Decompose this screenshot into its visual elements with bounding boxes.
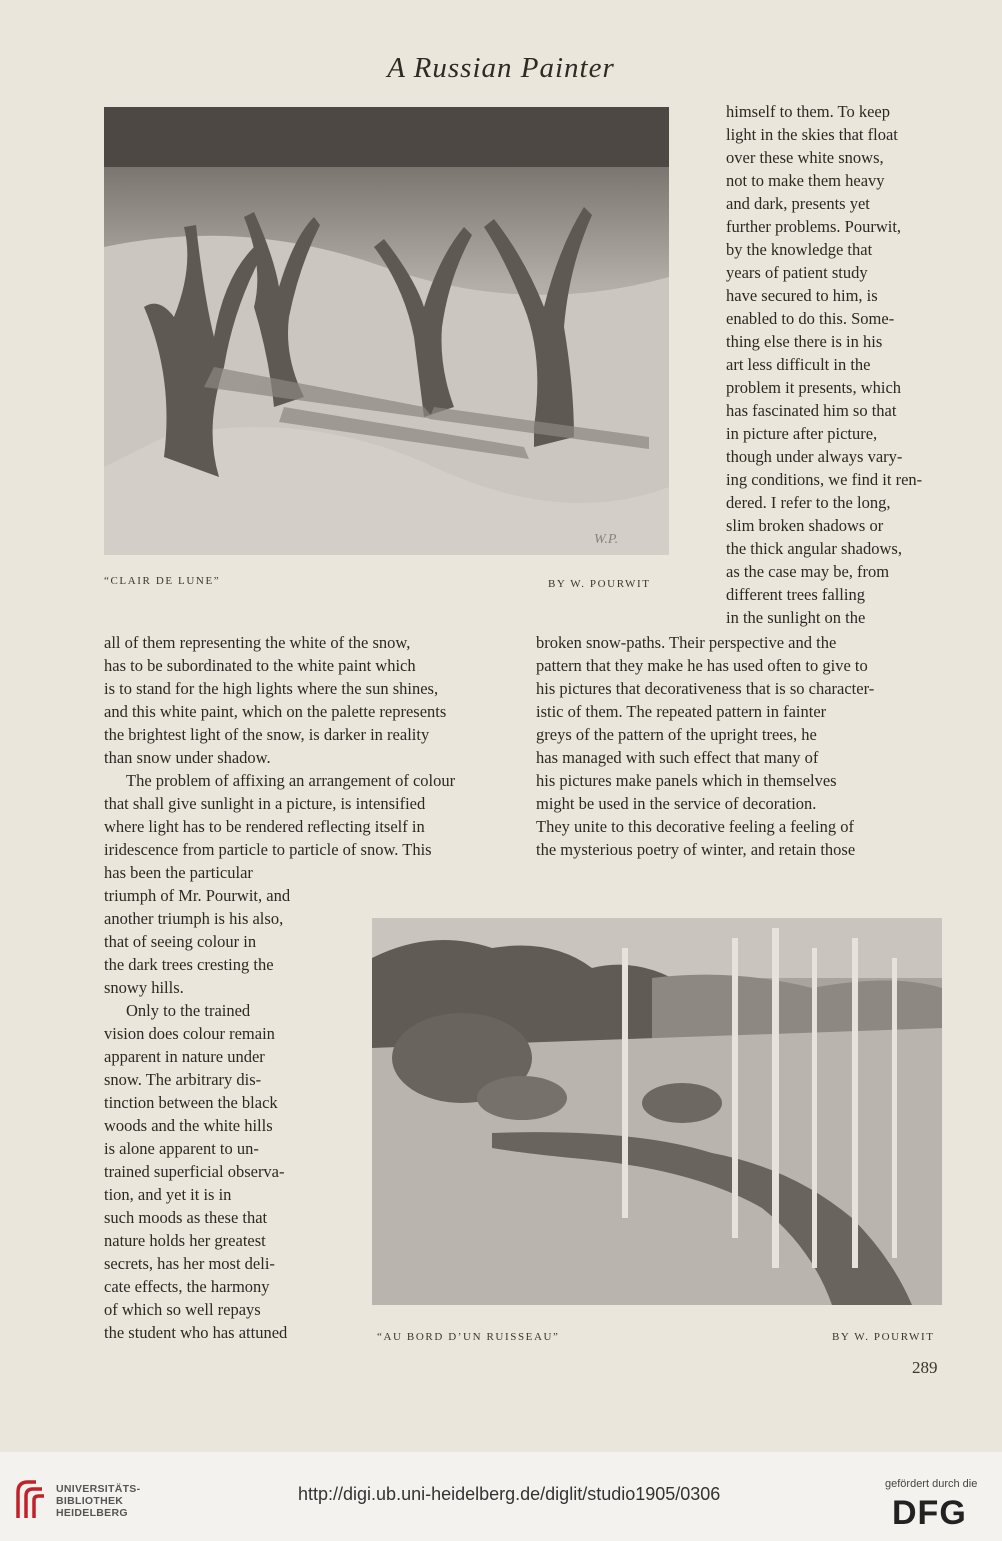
text-line: different trees falling xyxy=(726,585,865,604)
text-right-top xyxy=(726,100,942,629)
plate-clair-de-lune-caption-title: “CLAIR DE LUNE” xyxy=(104,575,221,587)
text-line: the brightest light of the snow, is darker in reality xyxy=(104,725,430,744)
text-line: though under always vary- xyxy=(726,447,903,466)
library-name xyxy=(56,1483,140,1519)
text-line: himself to them. To keep xyxy=(726,102,890,121)
text-line: his pictures make panels which in themselves xyxy=(536,771,837,790)
text-left-mid xyxy=(104,631,514,861)
text-line: ing conditions, we find it ren- xyxy=(726,470,923,489)
text-line: istic of them. The repeated pattern in fainter xyxy=(536,702,827,721)
text-line: problem it presents, which xyxy=(726,378,902,397)
text-line: all of them representing the white of the snow, xyxy=(104,633,411,652)
text-line: of which so well repays xyxy=(104,1300,261,1319)
text-line: and this white paint, which on the palette represents xyxy=(104,702,447,721)
text-line: greys of the pattern of the upright trees, he xyxy=(536,725,817,744)
text-line: such moods as these that xyxy=(104,1208,268,1227)
text-line: triumph of Mr. Pourwit, and xyxy=(104,886,291,905)
text-line: broken snow-paths. Their perspective and the xyxy=(536,633,837,652)
text-line: in picture after picture, xyxy=(726,424,878,443)
text-line: have secured to him, is xyxy=(726,286,878,305)
text-line: the mysterious poetry of winter, and retain those xyxy=(536,840,856,859)
text-line: over these white snows, xyxy=(726,148,884,167)
text-line: has been the particular xyxy=(104,863,253,882)
text-line: cate effects, the harmony xyxy=(104,1277,270,1296)
text-line: has managed with such effect that many of xyxy=(536,748,819,767)
digitization-url[interactable]: http://digi.ub.uni-heidelberg.de/diglit/studio1905/0306 xyxy=(298,1484,721,1504)
text-line: thing else there is in his xyxy=(726,332,883,351)
text-line: the dark trees cresting the xyxy=(104,955,274,974)
library-logo xyxy=(12,1478,48,1525)
text-line: The problem of affixing an arrangement of colour xyxy=(126,771,456,790)
text-line: tion, and yet it is in xyxy=(104,1185,232,1204)
text-left-bottom xyxy=(104,861,320,1344)
text-line: the thick angular shadows, xyxy=(726,539,902,558)
text-line: years of patient study xyxy=(726,263,868,282)
svg-text:W.P.: W.P. xyxy=(594,532,619,547)
text-line: has to be subordinated to the white paint which xyxy=(104,656,416,675)
library-line: BIBLIOTHEK xyxy=(56,1495,124,1507)
text-line: iridescence from particle to particle of snow. This xyxy=(104,840,432,859)
text-line: secrets, has her most deli- xyxy=(104,1254,275,1273)
text-line: his pictures that decorativeness that is so character- xyxy=(536,679,875,698)
text-line: slim broken shadows or xyxy=(726,516,884,535)
plate-clair-de-lune-caption-credit: BY W. POURWIT xyxy=(548,578,651,590)
text-line: that shall give sunlight in a picture, is intensified xyxy=(104,794,426,813)
library-seal-icon xyxy=(12,1478,48,1520)
text-line: not to make them heavy xyxy=(726,171,885,190)
library-line: HEIDELBERG xyxy=(56,1507,128,1519)
plate-au-bord-caption-credit: BY W. POURWIT xyxy=(832,1331,935,1343)
dfg-logo: DFG xyxy=(892,1494,967,1532)
text-line: than snow under shadow. xyxy=(104,748,271,767)
text-line: tinction between the black xyxy=(104,1093,278,1112)
text-line: as the case may be, from xyxy=(726,562,890,581)
text-line: apparent in nature under xyxy=(104,1047,265,1066)
plate-au-bord-dun-ruisseau-image xyxy=(372,918,942,1305)
text-line: dered. I refer to the long, xyxy=(726,493,891,512)
text-line: is alone apparent to un- xyxy=(104,1139,259,1158)
text-line: has fascinated him so that xyxy=(726,401,897,420)
plate-clair-de-lune-image xyxy=(104,107,669,555)
text-line: snow. The arbitrary dis- xyxy=(104,1070,262,1089)
text-line: light in the skies that float xyxy=(726,125,898,144)
plate-au-bord-dun-ruisseau xyxy=(372,918,942,1305)
text-line: another triumph is his also, xyxy=(104,909,284,928)
text-line: art less difficult in the xyxy=(726,355,871,374)
page-number: 289 xyxy=(912,1358,938,1377)
plate-au-bord-caption-title: “AU BORD D’UN RUISSEAU” xyxy=(377,1331,560,1343)
text-line: that of seeing colour in xyxy=(104,932,257,951)
text-line: by the knowledge that xyxy=(726,240,873,259)
text-line: vision does colour remain xyxy=(104,1024,275,1043)
text-line: might be used in the service of decoration. xyxy=(536,794,817,813)
text-line: pattern that they make he has used often to give to xyxy=(536,656,868,675)
running-title: A Russian Painter xyxy=(387,52,615,84)
text-right-mid xyxy=(536,631,942,861)
text-line: woods and the white hills xyxy=(104,1116,273,1135)
library-line: UNIVERSITÄTS- xyxy=(56,1483,141,1495)
text-line: further problems. Pourwit, xyxy=(726,217,902,236)
text-line: snowy hills. xyxy=(104,978,184,997)
plate-clair-de-lune xyxy=(104,107,669,555)
text-line: where light has to be rendered reflecting itself in xyxy=(104,817,425,836)
text-line: in the sunlight on the xyxy=(726,608,866,627)
text-line: the student who has attuned xyxy=(104,1323,288,1342)
text-line: enabled to do this. Some- xyxy=(726,309,895,328)
text-line: nature holds her greatest xyxy=(104,1231,266,1250)
text-line: and dark, presents yet xyxy=(726,194,870,213)
text-line: Only to the trained xyxy=(126,1001,251,1020)
text-line: They unite to this decorative feeling a feeling of xyxy=(536,817,854,836)
text-line: trained superficial observa- xyxy=(104,1162,285,1181)
funding-note: gefördert durch die xyxy=(885,1478,978,1490)
text-line: is to stand for the high lights where the sun shines, xyxy=(104,679,439,698)
